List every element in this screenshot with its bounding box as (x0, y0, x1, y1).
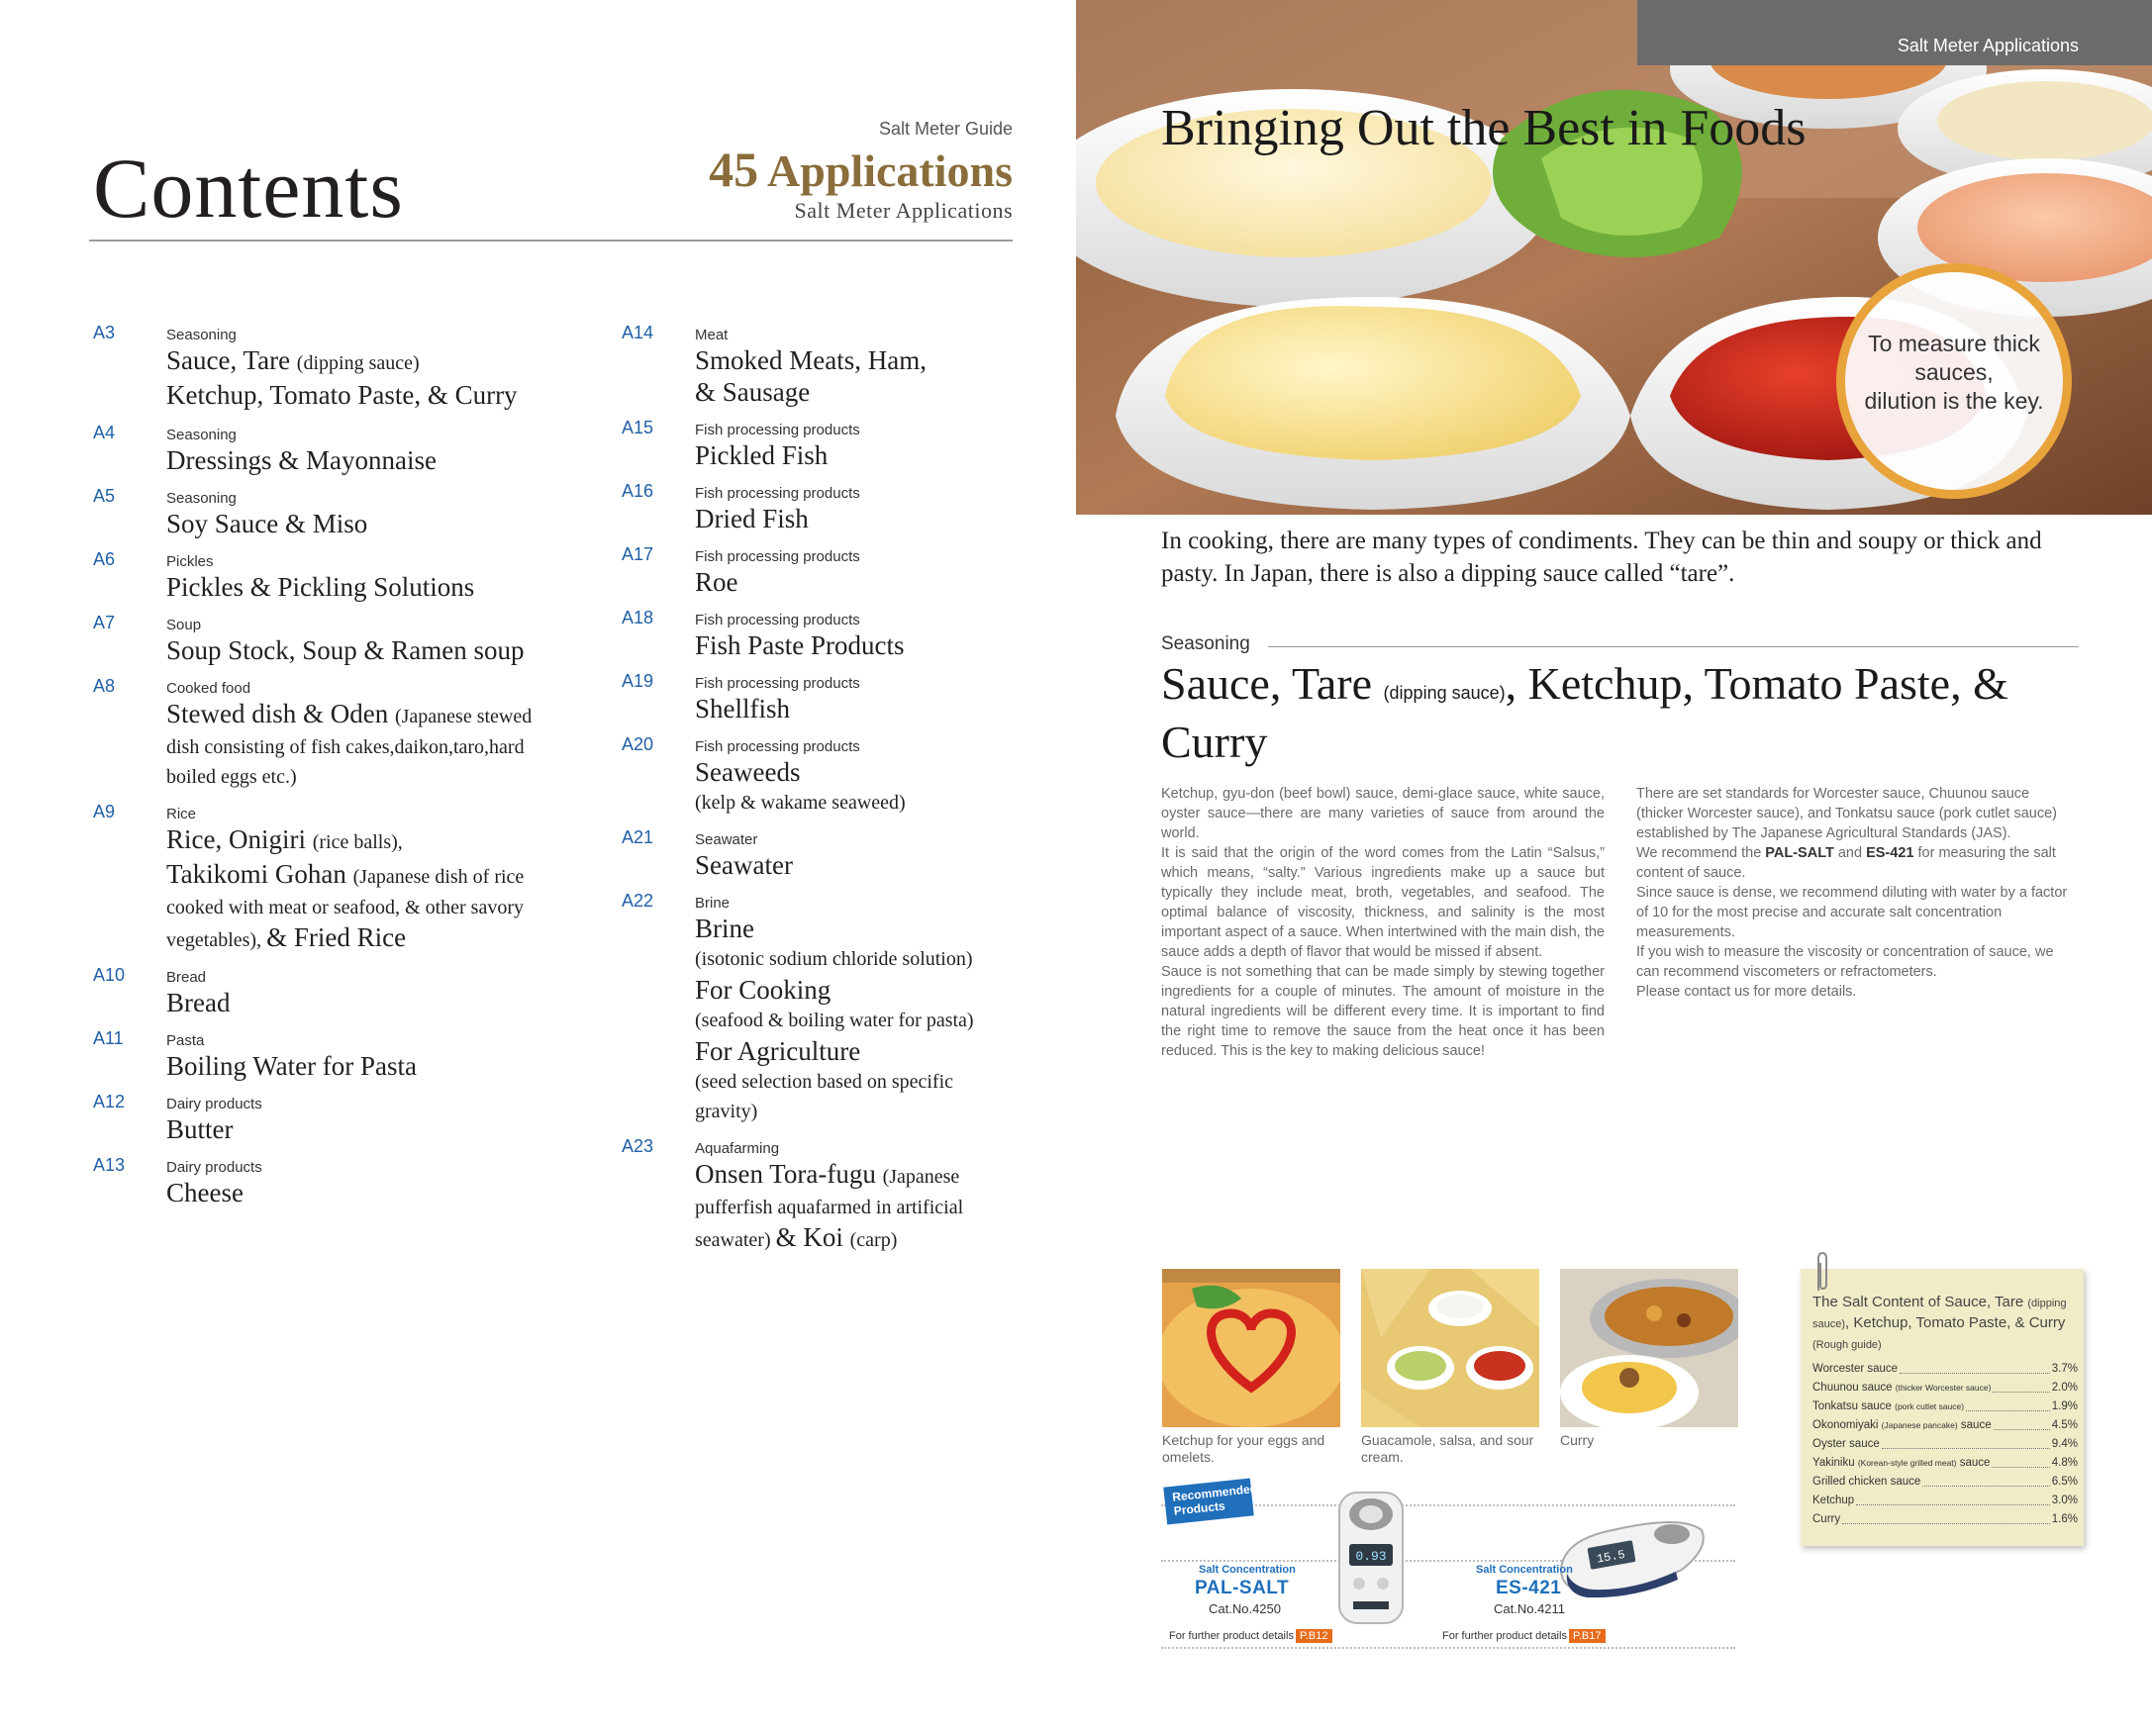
toc-category: Cooked food (166, 680, 251, 697)
toc-page-code: A14 (622, 323, 654, 342)
toc-page-code: A5 (93, 486, 116, 506)
sauce-name: Grilled chicken sauce (1812, 1476, 1921, 1488)
toc-entry[interactable] (93, 1092, 588, 1145)
toc-entry[interactable] (93, 676, 588, 792)
contents-title: Contents (93, 141, 404, 236)
toc-subtitle: dish consisting of fish cakes,daikon,taro,hard (166, 736, 525, 758)
toc-title: Seaweeds (695, 757, 801, 787)
hero-image (1076, 0, 2152, 515)
product-name-pal-salt: PAL-SALT (1765, 845, 1834, 861)
heading-part-a: Sauce, Tare (1161, 658, 1384, 709)
toc-category: Rice (166, 806, 197, 822)
toc-title: Dressings & Mayonnaise (166, 445, 437, 475)
toc-category: Seasoning (166, 427, 237, 443)
toc-title: Dried Fish (695, 504, 809, 533)
heading-part-b: , Ketchup, Tomato Paste, & Curry (1161, 658, 2008, 767)
toc-page-code: A7 (93, 613, 116, 632)
toc-entry[interactable] (622, 418, 1037, 471)
toc-title: Onsen Tora-fugu (Japanese (695, 1159, 960, 1189)
body-paragraph: Please contact us for more details. (1636, 984, 1857, 1000)
toc-category: Dairy products (166, 1159, 262, 1176)
salt-percentage: 6.5% (2051, 1476, 2078, 1488)
recommended-products (1161, 1481, 1735, 1649)
toc-entry[interactable] (622, 323, 1037, 408)
salt-percentage: 2.0% (2051, 1382, 2078, 1394)
toc-title: Stewed dish & Oden (Japanese stewed (166, 699, 533, 728)
product-label: Salt Concentration (1199, 1564, 1296, 1576)
applications-count: 45 (709, 142, 759, 197)
toc-page-code: A9 (93, 802, 116, 821)
salt-percentage: 9.4% (2051, 1438, 2078, 1450)
page-reference-tag: P.B17 (1569, 1629, 1606, 1643)
toc-title: Pickles & Pickling Solutions (166, 572, 475, 602)
toc-title: Takikomi Gohan (Japanese dish of rice (166, 859, 525, 889)
sauce-name: Tonkatsu sauce (pork cutlet sauce) (1812, 1400, 1965, 1412)
toc-title: Cheese (166, 1178, 244, 1207)
toc-entry[interactable] (93, 965, 588, 1018)
product-label: Salt Concentration (1476, 1564, 1573, 1576)
toc-title: Brine (695, 914, 754, 943)
salt-content-row (1812, 1435, 2078, 1454)
sauce-name: Oyster sauce (1812, 1438, 1880, 1450)
toc-subtitle: pufferfish aquafarmed in artificial (695, 1197, 964, 1218)
toc-subtitle: boiled eggs etc.) (166, 766, 297, 788)
toc-title: Rice, Onigiri (rice balls), (166, 824, 403, 854)
sauce-name: Curry (1812, 1513, 1841, 1525)
toc-column-2 (622, 323, 1037, 1267)
toc-entry[interactable] (622, 481, 1037, 534)
body-text-left (1161, 784, 1605, 1061)
toc-subtitle: seawater) & Koi (carp) (695, 1222, 898, 1252)
toc-category: Aquafarming (695, 1140, 780, 1157)
recommended-badge: Recommended Products (1163, 1479, 1253, 1525)
salt-content-list (1812, 1360, 2078, 1529)
body-paragraph: If you wish to measure the viscosity or concentration of sauce, we can recommend viscometers or refractometers. (1636, 944, 2054, 980)
toc-category: Pickles (166, 553, 214, 570)
toc-subtitle: cooked with meat or seafood, & other savory (166, 897, 525, 918)
toc-category: Pasta (166, 1032, 205, 1049)
salt-content-row (1812, 1510, 2078, 1529)
section-tab (1637, 0, 2152, 65)
toc-entry[interactable] (93, 323, 588, 411)
toc-column-1 (93, 323, 588, 1220)
section-heading (1161, 659, 2092, 767)
toc-entry[interactable] (93, 423, 588, 476)
toc-title: For Agriculture (695, 1036, 861, 1066)
toc-entry[interactable] (622, 891, 1037, 1126)
sauce-name: Yakiniku (Korean-style grilled meat) sauce (1812, 1457, 1991, 1469)
toc-page-code: A10 (93, 965, 126, 985)
body-paragraph: There are set standards for Worcester sauce, Chuunou sauce (thicker Worcester sauce), and Tonkatsu sauce (pork cutlet sauce) established by The Japanese Agricultural Standards (JAS). (1636, 786, 2057, 841)
toc-title: Bread (166, 988, 231, 1017)
toc-category: Brine (695, 895, 731, 912)
heading-small: (dipping sauce) (1383, 683, 1506, 703)
toc-title: Smoked Meats, Ham, (695, 345, 927, 375)
toc-title: & Sausage (695, 377, 811, 407)
toc-page-code: A21 (622, 827, 654, 847)
svg-text:0.93: 0.93 (1355, 1549, 1387, 1564)
sauce-name: Worcester sauce (1812, 1363, 1899, 1375)
body-paragraph: Ketchup, gyu-don (beef bowl) sauce, demi-glace sauce, white sauce, oyster sauce—there are many varieties of sauce from around the world. (1161, 786, 1605, 841)
es-421-device-icon (1553, 1500, 1712, 1599)
salt-content-row (1812, 1360, 2078, 1379)
toc-title: Soup Stock, Soup & Ramen soup (166, 635, 525, 665)
toc-page-code: A13 (93, 1155, 126, 1175)
toc-title: Ketchup, Tomato Paste, & Curry (166, 380, 518, 410)
toc-entry[interactable] (622, 827, 1037, 881)
photo-omelet (1162, 1269, 1340, 1427)
toc-page-code: A15 (622, 418, 654, 437)
tip-line-3: dilution is the key. (1864, 388, 2044, 414)
toc-page-code: A16 (622, 481, 654, 501)
salt-percentage: 3.0% (2051, 1495, 2078, 1506)
photo-curry (1560, 1269, 1738, 1427)
toc-entry[interactable] (93, 549, 588, 603)
toc-category: Fish processing products (695, 675, 860, 692)
salt-percentage: 1.6% (2051, 1513, 2078, 1525)
hero-title: Bringing Out the Best in Foods (1161, 100, 1807, 156)
body-text-right (1636, 784, 2080, 1002)
category-divider (1268, 646, 2079, 647)
toc-entry[interactable] (93, 1028, 588, 1082)
body-paragraph: Sauce is not something that can be made simply by stewing together ingredients for a couple of minutes. The amount of moisture in the natural ingredients will be different every time. It is important to find the right time to remove the sauce from the heat once it has been reduced. This is the key to making delicious sauce! (1161, 964, 1605, 1059)
note-title: The Salt Content of Sauce, Tare (dipping sauce), Ketchup, Tomato Paste, & Curry (Rough guide) (1812, 1294, 2067, 1351)
toc-page-code: A8 (93, 676, 116, 696)
toc-subtitle: gravity) (695, 1101, 758, 1122)
toc-entry[interactable] (622, 544, 1037, 598)
tip-line-1: To measure thick (1868, 331, 2040, 356)
toc-category: Seasoning (166, 327, 237, 343)
toc-page-code: A4 (93, 423, 116, 442)
toc-title: Seawater (695, 850, 793, 880)
body-paragraph: It is said that the origin of the word comes from the Latin “Salsus,” which means, “salty.” Various ingredients make up a sauce but typically they include meat, broth, vegetables, and seafood. The optimal balance of viscosity, thickness, and salinity is the most important aspect of a sauce. When intertwined with the main dish, the sauce adds a depth of flavor that would be missed if absent. (1161, 845, 1605, 960)
toc-entry[interactable] (622, 734, 1037, 818)
toc-entry[interactable] (93, 802, 588, 955)
toc-title: Fish Paste Products (695, 630, 905, 660)
toc-title: Roe (695, 567, 738, 597)
toc-subtitle: (kelp & wakame seaweed) (695, 792, 906, 814)
toc-title: For Cooking (695, 975, 831, 1005)
toc-title: Shellfish (695, 694, 791, 723)
salt-percentage: 4.8% (2051, 1457, 2078, 1469)
toc-category: Seawater (695, 831, 758, 848)
toc-category: Bread (166, 969, 207, 986)
sauce-name: Okonomiyaki (Japanese pancake) sauce (1812, 1419, 1992, 1431)
category-label: Seasoning (1161, 633, 1250, 654)
toc-title: Sauce, Tare (dipping sauce) (166, 345, 420, 375)
toc-page-code: A3 (93, 323, 116, 342)
toc-category: Dairy products (166, 1096, 262, 1112)
toc-title: Soy Sauce & Miso (166, 509, 368, 538)
toc-subtitle: (seafood & boiling water for pasta) (695, 1010, 974, 1031)
salt-content-row (1812, 1416, 2078, 1435)
toc-subtitle: (seed selection based on specific (695, 1071, 954, 1093)
product-details-link[interactable]: For further product details P.B17 (1442, 1629, 1606, 1643)
salt-content-note (1801, 1269, 2084, 1546)
toc-category: Fish processing products (695, 485, 860, 502)
toc-category: Meat (695, 327, 729, 343)
salt-content-row (1812, 1379, 2078, 1398)
intro-text: In cooking, there are many types of condiments. They can be thin and soupy or thick and pasty. In Japan, there is also a dipping sauce called “tare”. (1161, 528, 2042, 587)
tip-line-2: sauces, (1914, 359, 1994, 385)
body-paragraph: Since sauce is dense, we recommend diluting with water by a factor of 10 for the most precise and accurate salt concentration measurements. (1636, 885, 2068, 940)
sauce-name: Chuunou sauce (thicker Worcester sauce) (1812, 1382, 1992, 1394)
toc-page-code: A20 (622, 734, 654, 754)
product-name-es-421: ES-421 (1866, 845, 1914, 861)
toc-entry[interactable] (622, 671, 1037, 724)
toc-entry[interactable] (93, 486, 588, 539)
salt-percentage: 3.7% (2051, 1363, 2078, 1375)
toc-category: Fish processing products (695, 612, 860, 628)
toc-page-code: A22 (622, 891, 654, 911)
toc-subtitle: (isotonic sodium chloride solution) (695, 948, 973, 970)
photo-caption: Guacamole, salsa, and sour cream. (1361, 1432, 1534, 1465)
page-reference-tag: P.B12 (1296, 1629, 1332, 1643)
salt-content-row (1812, 1398, 2078, 1416)
product-name: ES-421 (1496, 1578, 1562, 1598)
toc-category: Fish processing products (695, 548, 860, 565)
salt-content-row (1812, 1454, 2078, 1473)
dotted-divider (1161, 1647, 1735, 1649)
toc-entry[interactable] (622, 608, 1037, 661)
photo-caption: Ketchup for your eggs and omelets. (1162, 1432, 1325, 1465)
toc-page-code: A6 (93, 549, 116, 569)
guide-label: Salt Meter Guide (878, 119, 1013, 139)
toc-title: Boiling Water for Pasta (166, 1051, 418, 1081)
toc-title: Pickled Fish (695, 440, 829, 470)
applications-word: Applications (767, 145, 1013, 196)
product-catalog-number: Cat.No.4250 (1209, 1601, 1281, 1616)
toc-category: Seasoning (166, 490, 237, 507)
toc-category: Fish processing products (695, 422, 860, 438)
photo-nachos (1361, 1269, 1539, 1427)
toc-entry[interactable] (93, 613, 588, 666)
toc-entry[interactable] (622, 1136, 1037, 1255)
svg-text:15.5: 15.5 (1595, 1547, 1626, 1567)
photo-caption: Curry (1560, 1432, 1595, 1448)
toc-page-code: A12 (93, 1092, 126, 1111)
salt-content-row (1812, 1492, 2078, 1510)
toc-page-code: A11 (93, 1028, 124, 1048)
right-page (1076, 0, 2152, 1736)
applications-title (709, 141, 1013, 198)
toc-category: Fish processing products (695, 738, 860, 755)
salt-content-row (1812, 1473, 2078, 1492)
product-name: PAL-SALT (1195, 1578, 1290, 1598)
toc-category: Soup (166, 617, 202, 633)
applications-subtitle: Salt Meter Applications (794, 198, 1013, 223)
toc-page-code: A18 (622, 608, 654, 627)
pal-salt-device-icon (1335, 1489, 1407, 1627)
title-divider (89, 240, 1013, 241)
tip-badge (1836, 263, 2072, 499)
body-paragraph: We recommend the PAL-SALT and ES-421 for measuring the salt content of sauce. (1636, 845, 2056, 881)
product-catalog-number: Cat.No.4211 (1494, 1601, 1566, 1616)
toc-title: Butter (166, 1114, 234, 1144)
toc-page-code: A17 (622, 544, 654, 564)
toc-subtitle: vegetables), & Fried Rice (166, 922, 407, 952)
sauce-name: Ketchup (1812, 1495, 1855, 1506)
section-tab-label: Salt Meter Applications (1897, 36, 2079, 55)
salt-percentage: 4.5% (2051, 1419, 2078, 1431)
toc-entry[interactable] (93, 1155, 588, 1208)
toc-page-code: A19 (622, 671, 654, 691)
salt-percentage: 1.9% (2051, 1400, 2078, 1412)
paperclip-icon (1812, 1251, 1832, 1295)
product-details-link[interactable]: For further product details P.B12 (1169, 1629, 1332, 1643)
toc-page-code: A23 (622, 1136, 654, 1156)
